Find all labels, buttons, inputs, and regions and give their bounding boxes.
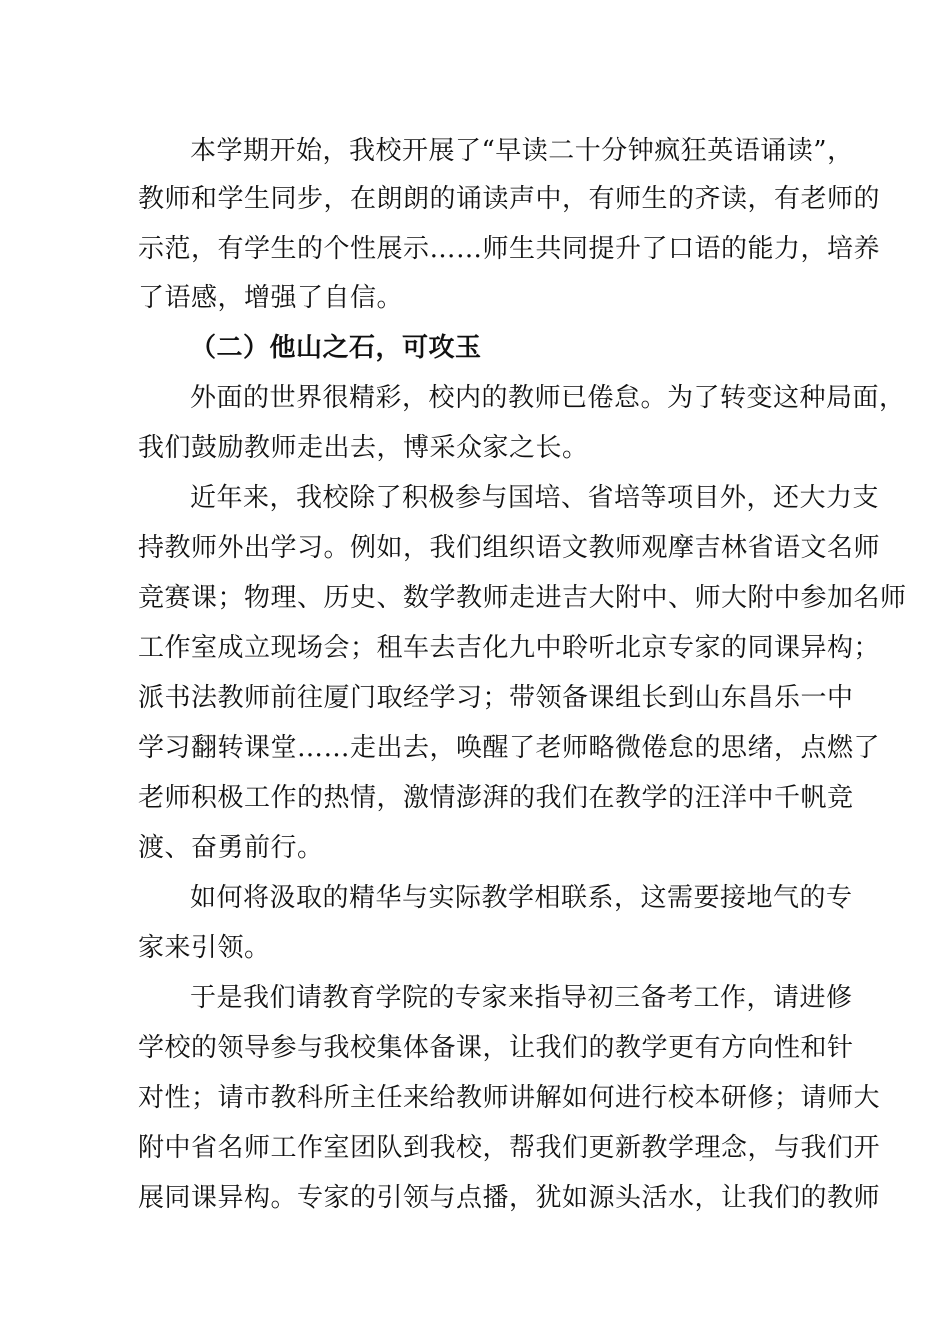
paragraph-1-line-4: 了语感，增强了自信。 bbox=[138, 283, 404, 313]
paragraph-1-line-3: 示范，有学生的个性展示……师生共同提升了口语的能力，培养 bbox=[138, 234, 881, 264]
paragraph-5-line-3: 对性；请市教科所主任来给教师讲解如何进行校本研修；请师大 bbox=[138, 1083, 881, 1113]
paragraph-1-line-2: 教师和学生同步，在朗朗的诵读声中，有师生的齐读，有老师的 bbox=[138, 184, 881, 214]
paragraph-2-line-2: 我们鼓励教师走出去，博采众家之长。 bbox=[138, 433, 589, 463]
paragraph-1-line-1: 本学期开始，我校开展了“早读二十分钟疯狂英语诵读”， bbox=[190, 136, 854, 166]
paragraph-3-line-1: 近年来，我校除了积极参与国培、省培等项目外，还大力支 bbox=[190, 483, 880, 513]
paragraph-3-line-7: 老师积极工作的热情，激情澎湃的我们在教学的汪洋中千帆竞 bbox=[138, 783, 854, 813]
paragraph-5-line-1: 于是我们请教育学院的专家来指导初三备考工作，请进修 bbox=[190, 983, 853, 1013]
paragraph-3-line-8: 渡、奋勇前行。 bbox=[138, 833, 324, 863]
paragraph-3-line-5: 派书法教师前往厦门取经学习；带领备课组长到山东昌乐一中 bbox=[138, 683, 854, 713]
paragraph-4-line-1: 如何将汲取的精华与实际教学相联系，这需要接地气的专 bbox=[190, 883, 853, 913]
paragraph-5-line-5: 展同课异构。专家的引领与点播，犹如源头活水，让我们的教师 bbox=[138, 1183, 881, 1213]
section-heading: （二）他山之石，可攻玉 bbox=[190, 333, 482, 363]
paragraph-3-line-4: 工作室成立现场会；租车去吉化九中聆听北京专家的同课异构； bbox=[138, 633, 881, 663]
paragraph-3-line-2: 持教师外出学习。例如，我们组织语文教师观摩吉林省语文名师 bbox=[138, 533, 881, 563]
paragraph-3-line-6: 学习翻转课堂……走出去，唤醒了老师略微倦怠的思绪，点燃了 bbox=[138, 733, 881, 763]
paragraph-3-line-3: 竞赛课；物理、历史、数学教师走进吉大附中、师大附中参加名师 bbox=[138, 583, 907, 613]
paragraph-4-line-2: 家来引领。 bbox=[138, 933, 271, 963]
paragraph-5-line-4: 附中省名师工作室团队到我校，帮我们更新教学理念，与我们开 bbox=[138, 1133, 881, 1163]
paragraph-5-line-2: 学校的领导参与我校集体备课，让我们的教学更有方向性和针 bbox=[138, 1033, 854, 1063]
paragraph-2-line-1: 外面的世界很精彩，校内的教师已倦怠。为了转变这种局面， bbox=[190, 383, 906, 413]
